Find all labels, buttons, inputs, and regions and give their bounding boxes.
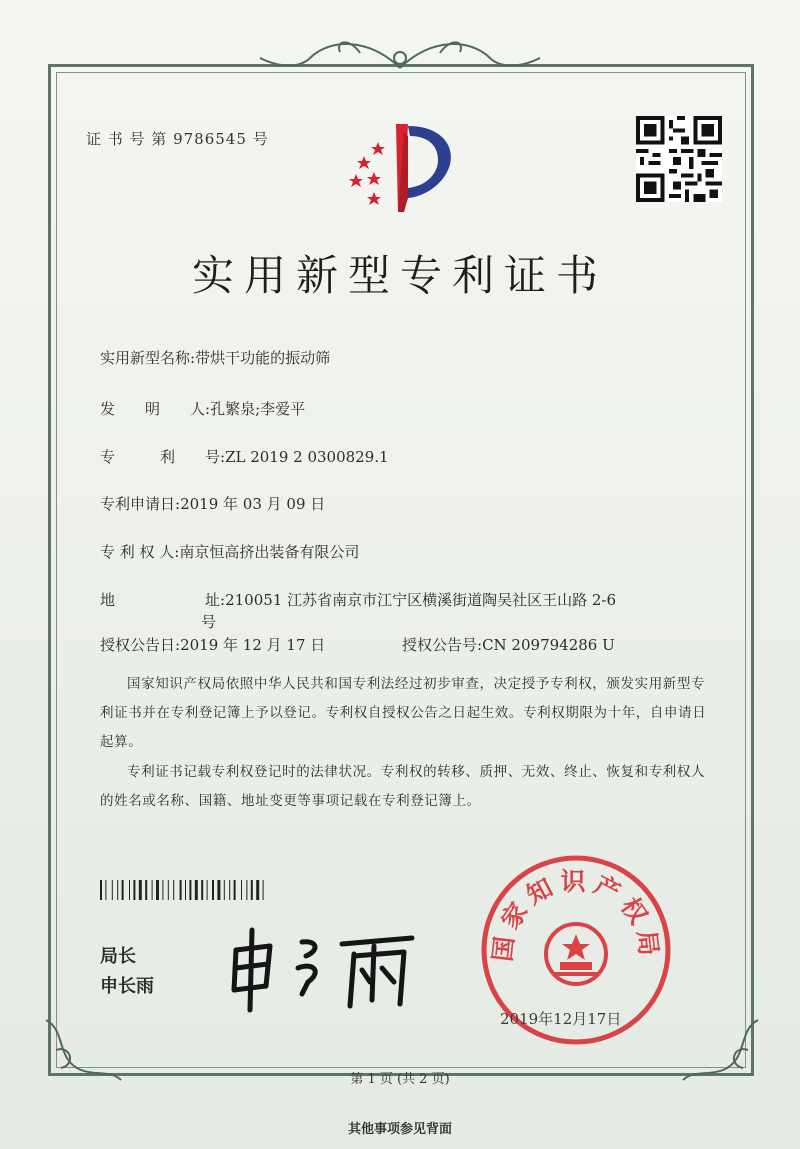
barcode-bar bbox=[217, 880, 220, 900]
filing-date: 2019 年 03 月 09 日 bbox=[180, 495, 326, 513]
seal-date: 2019年12月17日 bbox=[500, 1010, 622, 1028]
barcode bbox=[100, 880, 396, 900]
certificate-number-label: 证 书 号 第 bbox=[86, 130, 168, 148]
barcode-bar bbox=[246, 880, 247, 900]
certificate-number bbox=[86, 128, 269, 149]
inventor: 孔繁泉;李爱平 bbox=[210, 400, 306, 418]
barcode-bar bbox=[189, 880, 191, 900]
barcode-bar bbox=[185, 880, 186, 900]
barcode-bar bbox=[229, 880, 230, 900]
barcode-bar bbox=[145, 880, 147, 900]
seal-text: 国家知识产权局 bbox=[487, 867, 665, 964]
barcode-bar bbox=[122, 880, 124, 900]
director-signature bbox=[222, 920, 422, 1020]
barcode-bar bbox=[152, 880, 153, 900]
grant-date-row bbox=[100, 634, 325, 655]
barcode-bar bbox=[112, 880, 113, 900]
footer-note: 其他事项参见背面 bbox=[347, 1122, 452, 1137]
director-title: 局长 bbox=[100, 946, 136, 967]
patentee: 南京恒高挤出装备有限公司 bbox=[179, 543, 360, 561]
address-row-continued bbox=[201, 611, 216, 632]
grant-date: 2019 年 12 月 17 日 bbox=[180, 636, 326, 654]
barcode-bar bbox=[201, 880, 203, 900]
director-name: 申长雨 bbox=[100, 976, 154, 997]
page-indicator: 第 1 页 (共 2 页) bbox=[350, 1072, 450, 1087]
patent-number: ZL 2019 2 0300829.1 bbox=[225, 448, 389, 466]
qr-code[interactable] bbox=[636, 116, 722, 202]
grant-number-label: 授权公告号: bbox=[402, 636, 483, 654]
grant-number-row bbox=[402, 634, 615, 655]
barcode-bar bbox=[100, 880, 102, 900]
grant-number: CN 209794286 U bbox=[482, 636, 615, 654]
address-label: 地 址: bbox=[100, 591, 226, 609]
patent-number-label: 专 利 号: bbox=[100, 448, 226, 466]
barcode-bar bbox=[251, 880, 253, 900]
certificate-number-value: 9786545 bbox=[173, 130, 247, 148]
barcode-bar bbox=[156, 880, 159, 900]
barcode-bar bbox=[180, 880, 182, 900]
inventor-label: 发 明 人: bbox=[100, 400, 211, 418]
cnipa-logo-icon bbox=[334, 112, 464, 222]
barcode-bar bbox=[241, 880, 242, 900]
barcode-bar bbox=[195, 880, 198, 900]
barcode-bar bbox=[212, 880, 214, 900]
patentee-label: 专 利 权 人: bbox=[100, 543, 180, 561]
inventor-row bbox=[100, 398, 305, 419]
utility-model-name-label: 实用新型名称: bbox=[100, 349, 196, 367]
barcode-bar bbox=[224, 880, 225, 900]
certificate-title: 实用新型专利证书 bbox=[191, 251, 608, 300]
barcode-bar bbox=[129, 880, 130, 900]
barcode-bar bbox=[105, 880, 106, 900]
address-row bbox=[100, 589, 616, 610]
barcode-bar bbox=[234, 880, 236, 900]
barcode-bar bbox=[256, 880, 259, 900]
barcode-bar bbox=[263, 880, 264, 900]
top-ornament bbox=[240, 28, 560, 78]
body-paragraph-2: 专利证书记载专利权登记时的法律状况。专利权的转移、质押、无效、终止、恢复和专利权人的姓名或名称、国籍、地址变更等事项记载在专利登记簿上。 bbox=[100, 764, 706, 809]
certificate-number-suffix: 号 bbox=[252, 130, 269, 148]
patentee-row bbox=[100, 541, 359, 562]
barcode-bar bbox=[207, 880, 208, 900]
grant-date-label: 授权公告日: bbox=[100, 636, 181, 654]
body-paragraph-1: 国家知识产权局依照中华人民共和国专利法经过初步审查，决定授予专利权，颁发实用新型专利证书并在专利登记簿上予以登记。专利权自授权公告之日起生效。专利权期限为十年，自申请日起算。 bbox=[100, 676, 707, 750]
barcode-bar bbox=[168, 880, 169, 900]
barcode-bar bbox=[162, 880, 163, 900]
utility-model-name-row bbox=[100, 347, 330, 368]
filing-date-row bbox=[100, 493, 325, 514]
filing-date-label: 专利申请日: bbox=[100, 495, 181, 513]
utility-model-name: 带烘干功能的振动筛 bbox=[195, 349, 331, 367]
barcode-bar bbox=[133, 880, 135, 900]
barcode-bar bbox=[173, 880, 174, 900]
address-line-1: 210051 江苏省南京市江宁区横溪街道陶吴社区王山路 2-6 bbox=[225, 591, 617, 609]
address-line-2: 号 bbox=[201, 613, 217, 631]
patent-number-row bbox=[100, 446, 389, 467]
barcode-bar bbox=[117, 880, 118, 900]
barcode-bar bbox=[139, 880, 142, 900]
